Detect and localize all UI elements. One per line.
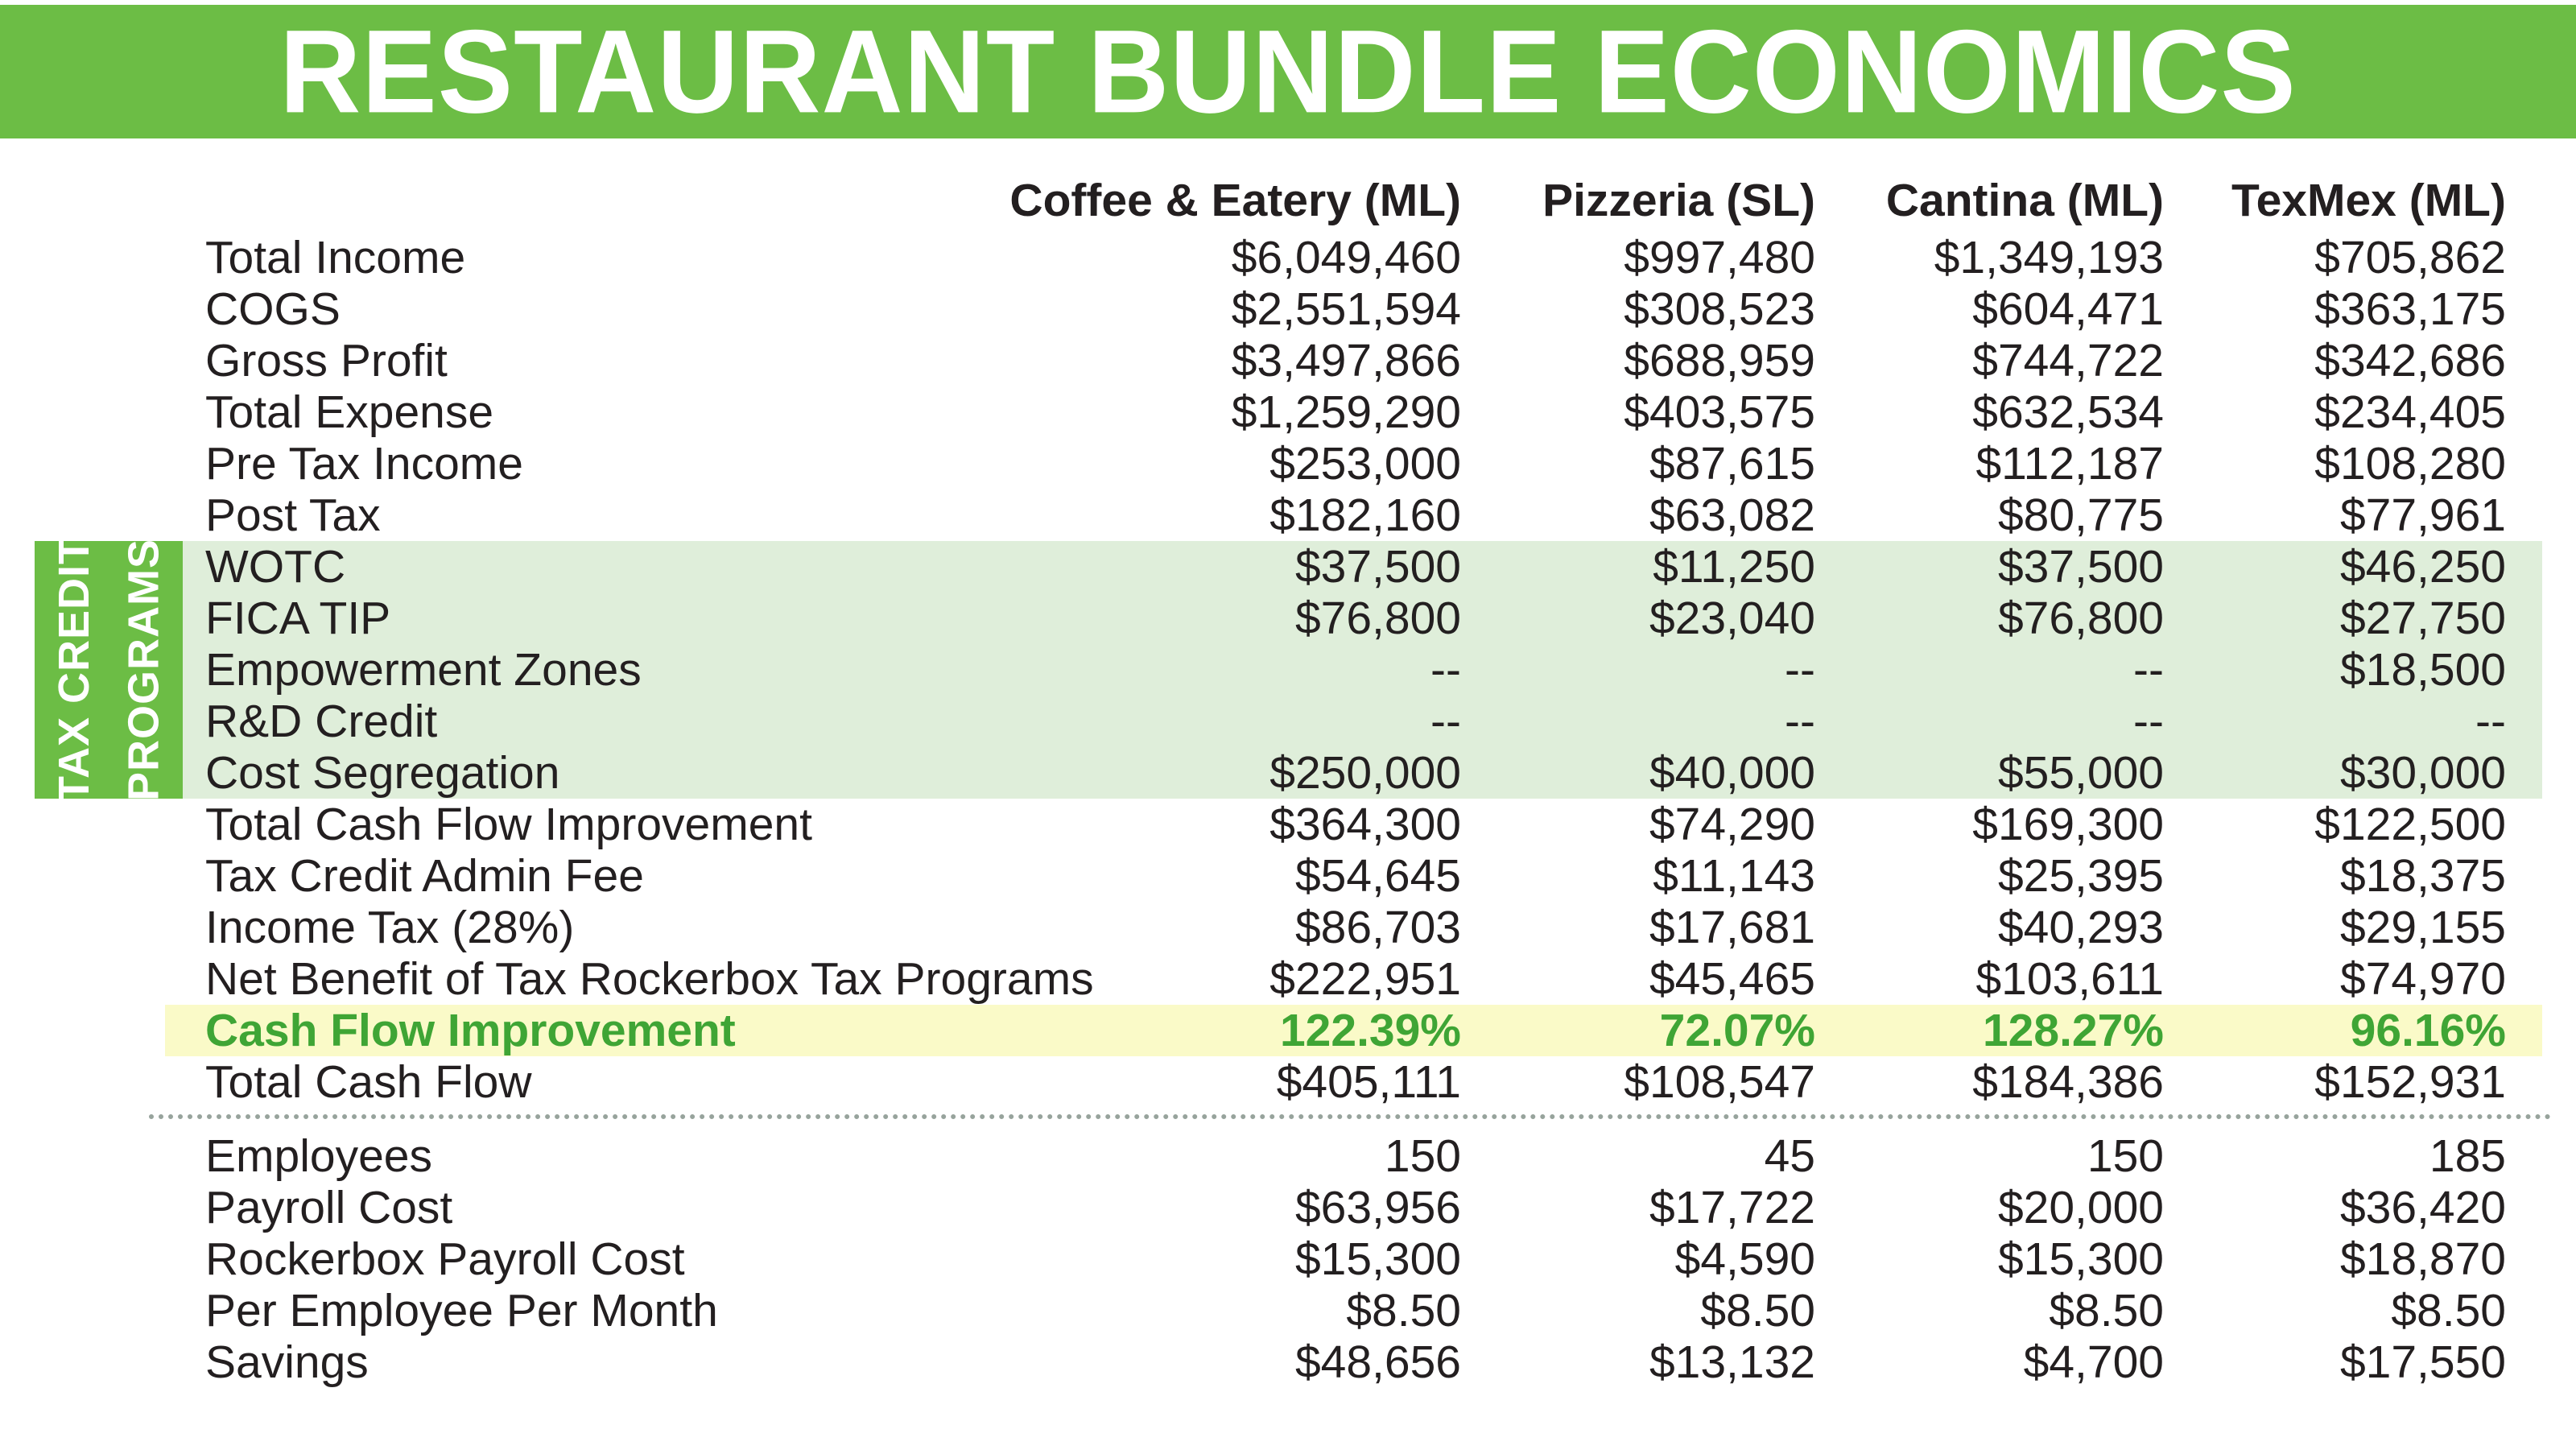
row-label: Rockerbox Payroll Cost (205, 1233, 685, 1285)
value-cantina: $103,611 (1975, 953, 2164, 1005)
value-cantina: 128.27% (1982, 1005, 2164, 1056)
value-cantina: $604,471 (1972, 283, 2164, 335)
value-pizzeria: $997,480 (1624, 232, 1815, 283)
row-label: COGS (205, 283, 341, 335)
value-texmex: $46,250 (2339, 541, 2506, 593)
table-row (165, 541, 2542, 593)
value-pizzeria: $403,575 (1624, 386, 1815, 438)
value-cantina: $184,386 (1972, 1056, 2164, 1108)
title-bar (0, 5, 2576, 138)
table-row (165, 696, 2542, 747)
table-row (165, 1056, 2542, 1108)
value-coffee-eatery: -- (1430, 644, 1461, 696)
table-body (165, 232, 2542, 1388)
row-label: Savings (205, 1336, 369, 1388)
row-label: Total Cash Flow Improvement (205, 799, 812, 850)
row-label: Income Tax (28%) (205, 902, 575, 953)
value-pizzeria: $63,082 (1649, 489, 1815, 541)
value-texmex: $17,550 (2339, 1336, 2506, 1388)
value-pizzeria: $108,547 (1624, 1056, 1815, 1108)
value-cantina: -- (2133, 644, 2164, 696)
row-label: Pre Tax Income (205, 438, 523, 489)
value-texmex: $363,175 (2314, 283, 2506, 335)
value-coffee-eatery: $6,049,460 (1231, 232, 1461, 283)
value-coffee-eatery: $250,000 (1269, 747, 1461, 799)
table-row (165, 1130, 2542, 1182)
value-pizzeria: $87,615 (1649, 438, 1815, 489)
value-pizzeria: $17,681 (1649, 902, 1815, 953)
tax-credit-programs-tab (35, 537, 183, 803)
table-row (165, 438, 2542, 489)
table-row (165, 283, 2542, 335)
tax-credit-label-line2: PROGRAMS (119, 539, 167, 802)
value-cantina: $20,000 (1997, 1182, 2164, 1233)
row-label: Total Income (205, 232, 466, 283)
row-label: FICA TIP (205, 593, 391, 644)
row-label: R&D Credit (205, 696, 438, 747)
value-pizzeria: -- (1785, 644, 1815, 696)
value-pizzeria: $11,250 (1653, 541, 1815, 593)
value-cantina: $112,187 (1975, 438, 2164, 489)
value-pizzeria: $13,132 (1649, 1336, 1815, 1388)
table-row (165, 335, 2542, 386)
value-coffee-eatery: $253,000 (1269, 438, 1461, 489)
value-pizzeria: $74,290 (1649, 799, 1815, 850)
row-label: Total Expense (205, 386, 494, 438)
value-texmex: $18,375 (2339, 850, 2506, 902)
value-texmex: -- (2475, 696, 2506, 747)
value-coffee-eatery: $86,703 (1294, 902, 1461, 953)
value-texmex: $74,970 (2339, 953, 2506, 1005)
row-label: Employees (205, 1130, 432, 1182)
table-row (165, 593, 2542, 644)
value-cantina: 150 (2087, 1130, 2164, 1182)
value-coffee-eatery: $54,645 (1294, 850, 1461, 902)
value-texmex: $36,420 (2339, 1182, 2506, 1233)
column-header-texmex: TexMex (ML) (2231, 175, 2506, 226)
value-texmex: 96.16% (2350, 1005, 2506, 1056)
value-cantina: $8.50 (2049, 1285, 2164, 1336)
value-texmex: $27,750 (2339, 593, 2506, 644)
value-coffee-eatery: 122.39% (1279, 1005, 1461, 1056)
row-label: Empowerment Zones (205, 644, 642, 696)
value-pizzeria: $4,590 (1674, 1233, 1815, 1285)
value-coffee-eatery: $48,656 (1294, 1336, 1461, 1388)
value-cantina: $80,775 (1997, 489, 2164, 541)
row-label: Post Tax (205, 489, 381, 541)
dotted-divider (149, 1114, 2552, 1119)
value-texmex: $152,931 (2314, 1056, 2506, 1108)
row-label: Tax Credit Admin Fee (205, 850, 644, 902)
value-coffee-eatery: $405,111 (1276, 1056, 1461, 1108)
value-coffee-eatery: $8.50 (1346, 1285, 1461, 1336)
row-label: Per Employee Per Month (205, 1285, 718, 1336)
value-pizzeria: $11,143 (1653, 850, 1815, 902)
table-row (165, 1233, 2542, 1285)
value-pizzeria: $8.50 (1700, 1285, 1815, 1336)
value-texmex: $122,500 (2314, 799, 2506, 850)
value-pizzeria: $308,523 (1624, 283, 1815, 335)
column-header-coffee-eatery: Coffee & Eatery (ML) (1009, 175, 1461, 226)
value-coffee-eatery: $3,497,866 (1231, 335, 1461, 386)
value-coffee-eatery: $222,951 (1269, 953, 1461, 1005)
value-texmex: $705,862 (2314, 232, 2506, 283)
table-row (165, 953, 2542, 1005)
value-texmex: $18,500 (2339, 644, 2506, 696)
column-header-cantina: Cantina (ML) (1885, 175, 2164, 226)
table-row (165, 902, 2542, 953)
value-pizzeria: $17,722 (1649, 1182, 1815, 1233)
value-cantina: $76,800 (1997, 593, 2164, 644)
value-texmex: $77,961 (2339, 489, 2506, 541)
value-pizzeria: $45,465 (1649, 953, 1815, 1005)
table-row (165, 1182, 2542, 1233)
value-cantina: $37,500 (1997, 541, 2164, 593)
value-texmex: $8.50 (2391, 1285, 2506, 1336)
value-coffee-eatery: -- (1430, 696, 1461, 747)
tax-credit-label-line1: TAX CREDIT (49, 537, 98, 803)
value-pizzeria: 72.07% (1659, 1005, 1815, 1056)
page-title: RESTAURANT BUNDLE ECONOMICS (279, 5, 2297, 138)
value-cantina: $169,300 (1972, 799, 2164, 850)
table-row (165, 799, 2542, 850)
column-header-pizzeria: Pizzeria (SL) (1542, 175, 1815, 226)
value-coffee-eatery: $182,160 (1269, 489, 1461, 541)
value-cantina: $1,349,193 (1934, 232, 2164, 283)
value-cantina: $40,293 (1997, 902, 2164, 953)
value-pizzeria: -- (1785, 696, 1815, 747)
table-row (165, 747, 2542, 799)
table-row (165, 1285, 2542, 1336)
value-texmex: $234,405 (2314, 386, 2506, 438)
value-texmex: $18,870 (2339, 1233, 2506, 1285)
row-label: Gross Profit (205, 335, 448, 386)
table-row (165, 232, 2542, 283)
table-row (165, 386, 2542, 438)
column-header-row (165, 164, 2542, 232)
value-coffee-eatery: $37,500 (1294, 541, 1461, 593)
value-cantina: -- (2133, 696, 2164, 747)
row-label: Cash Flow Improvement (205, 1005, 736, 1056)
value-cantina: $15,300 (1997, 1233, 2164, 1285)
table-row (165, 850, 2542, 902)
row-label: WOTC (205, 541, 346, 593)
table-row (165, 644, 2542, 696)
value-cantina: $25,395 (1997, 850, 2164, 902)
row-label: Cost Segregation (205, 747, 560, 799)
value-pizzeria: $688,959 (1624, 335, 1815, 386)
row-label: Net Benefit of Tax Rockerbox Tax Programs (205, 953, 1094, 1005)
table-row (165, 1336, 2542, 1388)
tax-credit-programs-label (39, 537, 179, 803)
value-cantina: $632,534 (1972, 386, 2164, 438)
value-texmex: $30,000 (2339, 747, 2506, 799)
value-texmex: $108,280 (2314, 438, 2506, 489)
value-cantina: $744,722 (1972, 335, 2164, 386)
row-label: Payroll Cost (205, 1182, 453, 1233)
value-texmex: $342,686 (2314, 335, 2506, 386)
table-row (165, 489, 2542, 541)
value-pizzeria: $40,000 (1649, 747, 1815, 799)
value-texmex: 185 (2429, 1130, 2506, 1182)
value-coffee-eatery: $364,300 (1269, 799, 1461, 850)
value-coffee-eatery: $76,800 (1294, 593, 1461, 644)
value-cantina: $55,000 (1997, 747, 2164, 799)
value-coffee-eatery: $1,259,290 (1231, 386, 1461, 438)
value-coffee-eatery: 150 (1384, 1130, 1461, 1182)
value-coffee-eatery: $63,956 (1294, 1182, 1461, 1233)
value-cantina: $4,700 (2023, 1336, 2164, 1388)
value-coffee-eatery: $2,551,594 (1231, 283, 1461, 335)
table-row (165, 1005, 2542, 1056)
row-label: Total Cash Flow (205, 1056, 532, 1108)
value-coffee-eatery: $15,300 (1294, 1233, 1461, 1285)
value-pizzeria: 45 (1764, 1130, 1815, 1182)
value-texmex: $29,155 (2339, 902, 2506, 953)
value-pizzeria: $23,040 (1649, 593, 1815, 644)
